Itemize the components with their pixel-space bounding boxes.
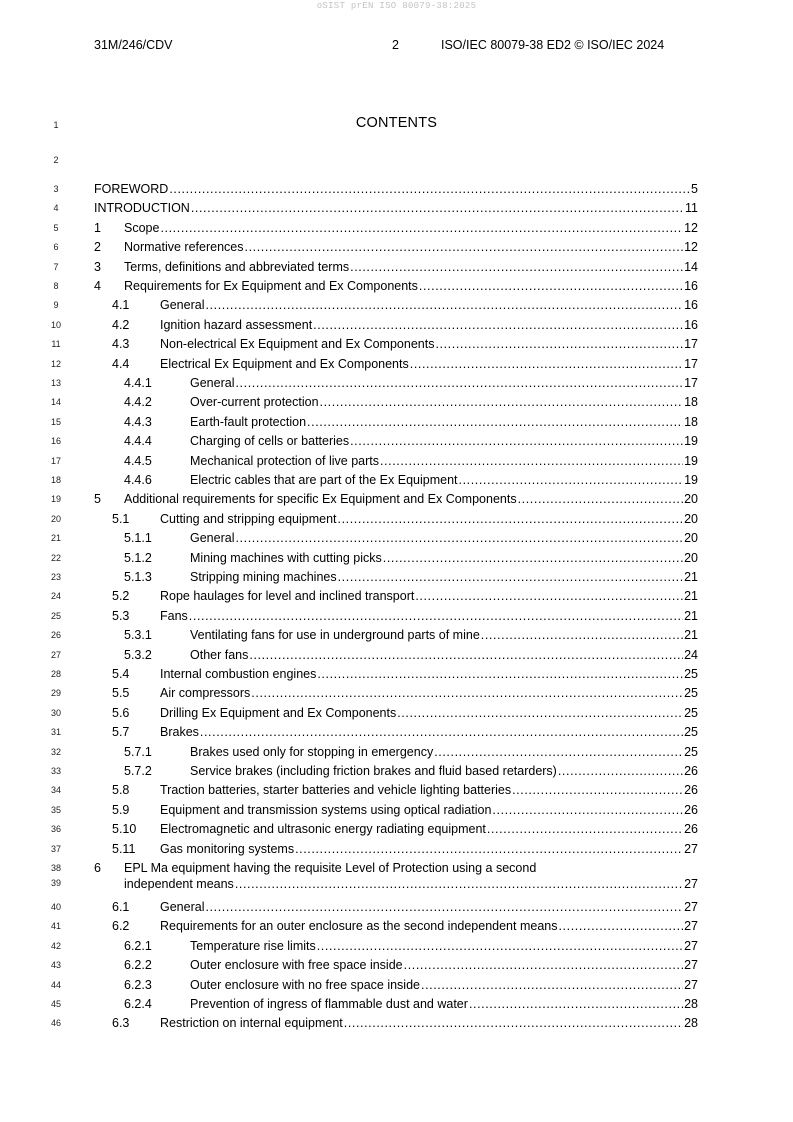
toc-entry[interactable] [94,375,698,391]
section-number: 5.8 [112,783,130,798]
page-ref: 28 [684,1016,698,1031]
section-title: Air compressors [160,686,251,701]
toc-entry[interactable] [94,957,698,973]
toc-entry[interactable] [94,918,698,934]
section-number: 5.11 [112,841,136,856]
section-title: General [190,376,235,390]
page-ref: 12 [684,240,698,255]
section-number: 1 [94,220,101,235]
dot-leader [235,375,683,391]
toc-entry[interactable] [94,1015,698,1031]
toc-entry[interactable] [94,996,698,1012]
toc-entry[interactable] [94,647,698,663]
page-ref: 28 [684,997,698,1011]
section-title: Scope [124,220,160,235]
page-ref: 21 [684,570,698,584]
toc-entry[interactable] [94,627,698,643]
section-title: Drilling Ex Equipment and Ex Components [160,705,397,720]
toc-entry[interactable] [94,588,698,604]
section-title: Brakes [160,725,199,740]
section-title: Traction batteries, starter batteries and vehicle lighting batteries [160,783,512,798]
dot-leader [344,1015,683,1031]
section-title: Service brakes (including friction brakes and fluid based retarders) [190,764,557,778]
toc-entry[interactable] [94,899,698,915]
dot-leader [338,511,684,527]
page-ref: 27 [684,900,698,914]
section-number: 6.2 [112,919,130,934]
section-number: 6.1 [112,900,130,914]
section-title: Electromagnetic and ultrasonic energy radiating equipment [160,822,486,837]
section-number: 5.4 [112,667,130,681]
toc-entry[interactable] [94,317,698,333]
dot-leader [338,569,683,585]
dot-leader [469,996,683,1012]
toc-entry[interactable] [94,433,698,449]
section-title: INTRODUCTION [94,201,190,216]
section-title: Electric cables that are part of the Ex Equipment [190,473,458,487]
toc-entry[interactable] [94,724,698,740]
page-ref: 26 [684,783,698,798]
page-ref: 26 [684,802,698,817]
header-standard: ISO/IEC 80079-38 ED2 © ISO/IEC 2024 [441,38,665,52]
page-ref: 25 [684,705,698,720]
section-number: 3 [94,259,101,274]
section-title: Terms, definitions and abbreviated terms [124,259,350,274]
section-title-line [94,860,698,876]
line-number: 12 [50,358,61,369]
section-number: 5.6 [112,705,130,720]
section-number: 4.4.2 [124,395,152,410]
dot-leader [295,841,683,857]
section-number: 4.4 [112,356,130,371]
page-ref: 26 [684,822,698,837]
toc-entry[interactable] [94,239,698,255]
line-number: 14 [50,397,61,408]
toc-entry[interactable] [94,938,698,954]
toc-entry[interactable] [94,802,698,818]
toc-entry[interactable] [94,278,698,294]
dot-leader [200,724,683,740]
dot-leader [320,394,684,410]
page-ref: 16 [684,279,698,293]
dot-leader [313,317,683,333]
section-number: 5 [94,492,101,507]
toc-entry[interactable] [94,220,698,236]
page-ref: 5 [691,182,698,196]
line-number: 7 [53,261,59,272]
section-number: 6 [94,861,101,875]
dot-leader [459,472,684,488]
line-number: 10 [50,319,61,330]
section-title: Stripping mining machines [190,570,337,584]
section-number: 5.3.2 [124,647,152,662]
dot-leader [245,239,684,255]
line-number: 31 [50,727,61,738]
section-title: Over-current protection [190,395,319,410]
toc-entry[interactable] [94,860,698,892]
toc-entry[interactable] [94,666,698,682]
line-number: 19 [50,494,61,505]
line-number: 34 [50,785,61,796]
toc-entry[interactable] [94,763,698,779]
line-number: 30 [50,707,61,718]
section-title: Equipment and transmission systems using optical radiation [160,802,492,817]
section-number: 4.4.3 [124,414,152,429]
page-ref: 17 [684,337,698,352]
section-number: 4.4.6 [124,473,152,487]
line-number: 6 [53,242,59,253]
dot-leader [235,876,683,892]
page-ref: 25 [684,667,698,681]
toc-entry[interactable] [94,259,698,275]
section-number: 2 [94,240,101,255]
dot-leader [487,821,683,837]
toc-entry[interactable] [94,608,698,624]
dot-leader [558,918,683,934]
page-ref: 21 [684,628,698,643]
page-ref: 25 [684,686,698,701]
toc-entry[interactable] [94,414,698,430]
toc-entry[interactable] [94,356,698,372]
line-number: 43 [50,960,61,971]
dot-leader [205,899,683,915]
section-number: 5.7.1 [124,744,152,759]
section-number: 5.3 [112,608,130,623]
line-number: 4 [53,203,59,214]
section-title: Mining machines with cutting picks [190,550,382,565]
section-number: 5.5 [112,686,130,701]
dot-leader [189,608,683,624]
toc-entry[interactable] [94,181,698,197]
section-number: 4.3 [112,337,130,352]
dot-leader [317,666,683,682]
section-number: 6.2.2 [124,958,152,973]
page-ref: 20 [684,511,698,526]
page-ref: 25 [684,744,698,759]
section-title: Restriction on internal equipment [160,1016,343,1031]
section-number: 5.9 [112,802,130,817]
watermark: oSIST prEN ISO 80079-38:2025 [316,1,477,11]
dot-leader [492,802,683,818]
section-title: Gas monitoring systems [160,841,295,856]
dot-leader [518,491,684,507]
line-number: 8 [53,281,59,291]
section-number: 5.7 [112,725,130,740]
dot-leader [169,181,690,197]
line-number: 9 [53,300,59,311]
toc-entry[interactable] [94,336,698,352]
line-number: 45 [50,999,61,1009]
page-ref: 26 [684,764,698,778]
toc-entry[interactable] [94,550,698,566]
line-number: 42 [50,940,61,951]
toc-entry[interactable] [94,821,698,837]
section-number: 6.2.1 [124,938,152,953]
line-number: 29 [50,688,61,699]
section-title: Prevention of ingress of flammable dust and water [190,997,468,1011]
page-ref: 27 [684,938,698,953]
section-number: 4 [94,279,101,293]
toc-entry[interactable] [94,297,698,313]
page-ref: 19 [684,453,698,468]
dot-leader [419,278,683,294]
section-title: General [160,900,205,914]
section-title: EPL Ma equipment having the requisite Level of Protection using a second [124,861,537,875]
line-number: 18 [50,475,61,485]
page-ref: 27 [684,841,698,856]
page-ref: 20 [684,492,698,507]
section-number: 5.1.2 [124,550,152,565]
section-title: Outer enclosure with free space inside [190,958,403,973]
dot-leader [558,763,683,779]
line-number: 20 [50,513,61,524]
section-number: 5.1 [112,511,130,526]
header-page-number: 2 [392,38,399,52]
section-title: Cutting and stripping equipment [160,511,337,526]
section-number: 5.2 [112,589,130,604]
toc-entry[interactable] [94,744,698,760]
line-number: 2 [53,155,59,165]
toc-entry[interactable] [94,569,698,585]
section-number: 5.3.1 [124,628,152,643]
line-number: 27 [50,649,61,660]
section-title: Electrical Ex Equipment and Ex Components [160,356,409,371]
line-number: 40 [50,902,61,912]
line-number: 25 [50,610,61,621]
toc-entry[interactable] [94,511,698,527]
line-number: 35 [50,804,61,815]
dot-leader [421,977,683,993]
section-title: Additional requirements for specific Ex Equipment and Ex Components [124,492,517,507]
line-number: 37 [50,843,61,854]
dot-leader [235,530,683,546]
section-title: Internal combustion engines [160,667,317,681]
page-ref: 27 [684,958,698,973]
toc-entry[interactable] [94,685,698,701]
page-ref: 21 [684,589,698,604]
line-number: 5 [53,222,59,233]
dot-leader [481,627,683,643]
line-number: 28 [50,669,61,679]
line-number: 46 [50,1018,61,1029]
toc-entry[interactable] [94,705,698,721]
section-number: 4.1 [112,298,130,313]
line-number: 22 [50,552,61,563]
dot-leader [317,938,683,954]
dot-leader [251,685,683,701]
page-ref: 18 [684,414,698,429]
section-title: Requirements for Ex Equipment and Ex Components [124,279,418,293]
dot-leader [383,550,683,566]
section-number: 4.4.5 [124,453,152,468]
section-number: 4.4.1 [124,376,152,390]
section-number: 5.1.3 [124,570,152,584]
line-number: 16 [50,436,61,447]
line-number: 17 [50,455,61,466]
section-title: Outer enclosure with no free space inside [190,977,420,992]
line-number: 38 [50,863,61,873]
section-number: 4.4.4 [124,434,152,449]
toc-entry[interactable] [94,472,698,488]
line-number: 15 [50,416,61,427]
page-ref: 27 [684,977,698,992]
page-ref: 18 [684,395,698,410]
dot-leader [249,647,683,663]
section-title: Requirements for an outer enclosure as the second independent means [160,919,558,934]
line-number: 33 [50,766,61,776]
section-title: Non-electrical Ex Equipment and Ex Components [160,337,435,352]
section-number: 6.3 [112,1016,130,1031]
section-title: FOREWORD [94,182,169,196]
page-ref: 17 [684,376,698,390]
page-ref: 12 [684,220,698,235]
line-number: 36 [50,824,61,835]
line-number: 41 [50,921,61,932]
toc-entry[interactable] [94,530,698,546]
section-title: Temperature rise limits [190,938,316,953]
page-ref: 16 [684,298,698,313]
section-title-line [94,876,698,892]
toc-entry[interactable] [94,453,698,469]
line-number: 44 [50,979,61,990]
line-number: 3 [53,184,59,194]
dot-leader [350,433,683,449]
page-ref: 14 [684,259,698,274]
dot-leader [307,414,683,430]
page-ref: 20 [684,531,698,546]
line-number: 1 [53,120,59,130]
section-title: Charging of cells or batteries [190,434,350,449]
dot-leader [205,297,683,313]
dot-leader [160,220,683,236]
page-ref: 19 [684,473,698,487]
line-number: 13 [50,378,61,388]
page-ref: 16 [684,317,698,332]
page-ref: 11 [685,201,698,216]
page-ref: 17 [684,356,698,371]
section-number: 4.2 [112,317,130,332]
page-title: CONTENTS [355,115,438,131]
section-number: 6.2.4 [124,997,152,1011]
line-number: 24 [50,591,61,602]
line-number: 39 [50,878,61,888]
page-ref: 19 [684,434,698,449]
section-number: 5.7.2 [124,764,152,778]
section-number: 5.1.1 [124,531,152,546]
dot-leader [350,259,683,275]
line-number: 26 [50,630,61,641]
toc-entry[interactable] [94,977,698,993]
section-title: Other fans [190,647,249,662]
section-title: Fans [160,608,188,623]
dot-leader [410,356,683,372]
section-title: Earth-fault protection [190,414,307,429]
toc-entry[interactable] [94,394,698,410]
toc-entry[interactable] [94,841,698,857]
dot-leader [434,744,683,760]
page-ref: 24 [684,647,698,662]
section-title: Rope haulages for level and inclined transport [160,589,415,604]
dot-leader [191,200,684,216]
line-number: 21 [50,533,61,544]
header-doc-ref: 31M/246/CDV [94,38,173,52]
toc-entry[interactable] [94,200,698,216]
section-title: Normative references [124,240,244,255]
section-title: General [190,531,235,546]
dot-leader [404,957,683,973]
section-title: Ventilating fans for use in underground parts of mine [190,628,480,643]
page-ref: 27 [684,877,698,891]
page-ref: 27 [684,919,698,934]
dot-leader [435,336,683,352]
section-title: General [160,298,205,313]
line-number: 32 [50,746,61,757]
section-title: independent means [124,877,234,891]
section-title: Brakes used only for stopping in emergency [190,744,434,759]
line-number: 11 [51,339,61,350]
toc-entry[interactable] [94,782,698,798]
page-ref: 21 [684,608,698,623]
section-number: 5.10 [112,822,137,837]
page-ref: 20 [684,550,698,565]
section-title: Ignition hazard assessment [160,317,313,332]
dot-leader [380,453,683,469]
dot-leader [512,782,683,798]
page-ref: 25 [684,725,698,740]
section-number: 6.2.3 [124,977,152,992]
dot-leader [397,705,683,721]
dot-leader [415,588,683,604]
toc-entry[interactable] [94,491,698,507]
section-title: Mechanical protection of live parts [190,453,379,468]
line-number: 23 [50,572,61,582]
